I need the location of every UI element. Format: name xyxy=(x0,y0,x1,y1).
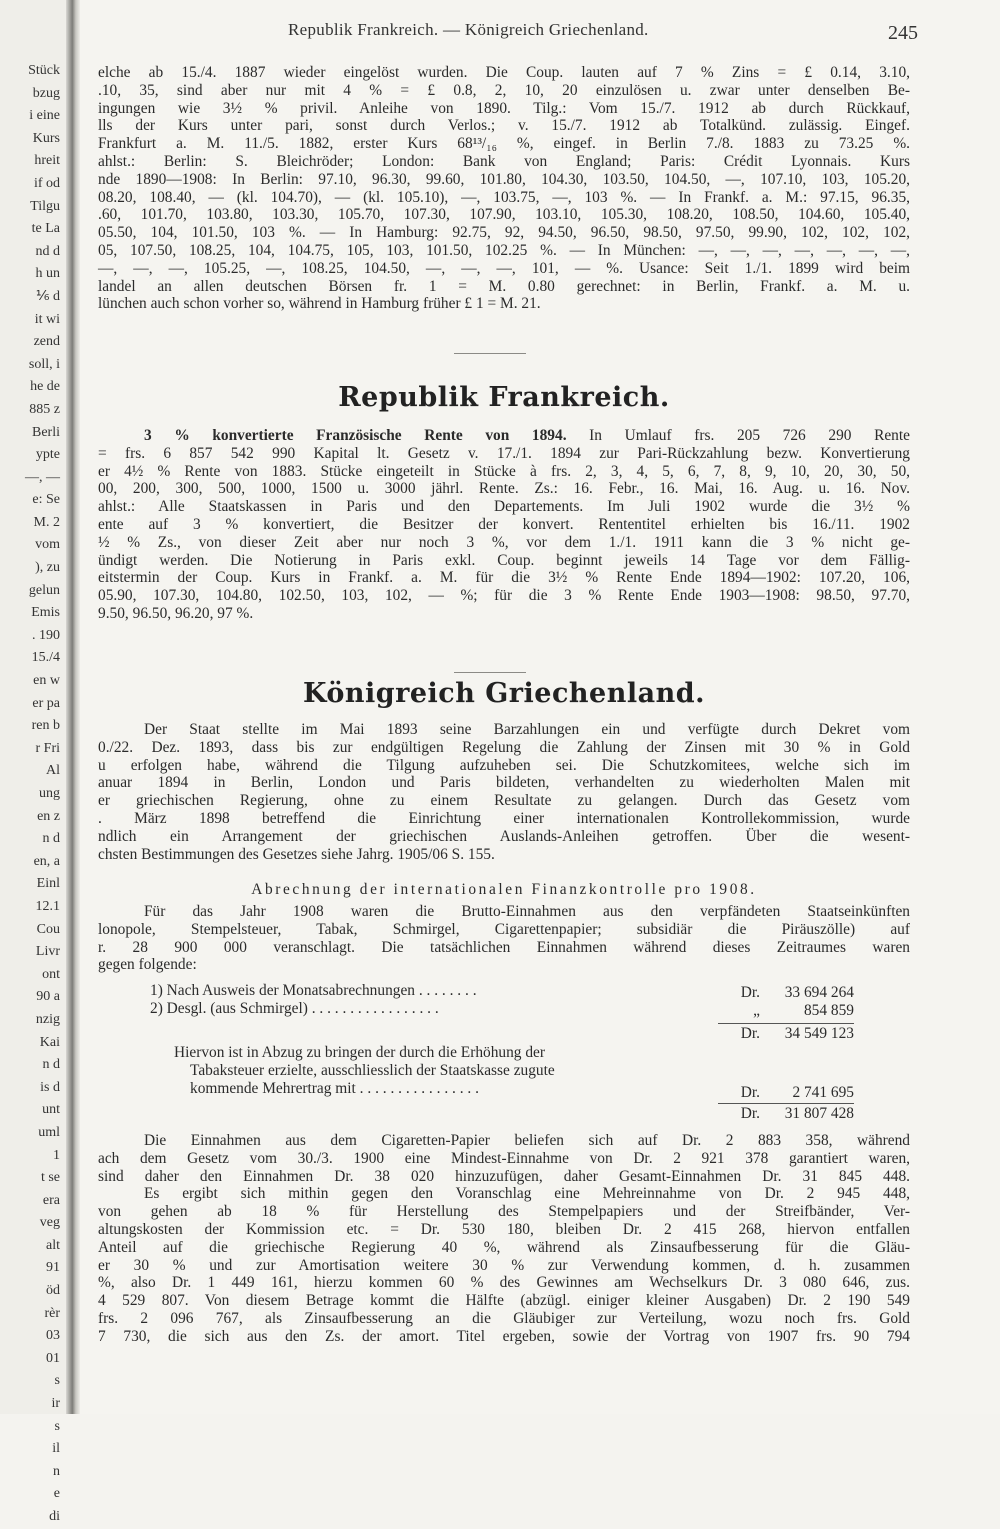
previous-page-fragment: en z xyxy=(37,808,60,824)
previous-page-edge xyxy=(0,0,66,1524)
paragraph-line: ingungen wie 3½ % privil. Anleihe von 1890. Tilg.: Vom 15./7. 1912 ab durch Rückkauf, xyxy=(98,99,910,117)
paragraph-line: altungskosten der Kommission etc. = Dr. 530 180, bleiben Dr. 2 415 268, hiervon entfallen xyxy=(98,1220,910,1238)
previous-page-fragment: it wi xyxy=(34,311,60,327)
paragraph-line: Der Staat stellte im Mai 1893 seine Barzahlungen ein und verfügte durch Dekret vom xyxy=(144,721,910,738)
paragraph-line: lls der Kurs unter pari, sonst durch Verlos.; v. 15./7. 1912 ab Totalkünd. zulässig. Eingef. xyxy=(98,117,910,135)
paragraph-line: 4 529 807. Von diesem Betrage kommt die Hälfte (abzügl. einiger kleiner Ausgaben) Dr. 2 190 549 xyxy=(98,1292,910,1310)
finance-control-subheading: Abrechnung der internationalen Finanzkontrolle pro 1908. xyxy=(251,881,757,898)
paragraph-line: elche ab 15./4. 1887 wieder eingelöst wurden. Die Coup. lauten auf 7 % Zins = £ 0.14, 3.10, xyxy=(98,64,910,81)
page-number: 245 xyxy=(888,22,918,44)
paragraph-line xyxy=(98,569,910,587)
previous-page-fragment: il xyxy=(52,1441,60,1457)
previous-page-fragment: di xyxy=(49,1509,60,1524)
previous-page-fragment: . 190 xyxy=(32,627,60,643)
previous-page-fragment: 03 xyxy=(46,1328,60,1344)
line-text: 00, 200, 300, 500, 1000, 1500 u. 3000 jährl. Rente. Zs.: 16. Febr., 16. Mai, 16. Aug. u. 16. Nov. xyxy=(98,480,910,498)
previous-page-fragment: en w xyxy=(33,673,60,689)
previous-page-fragment: ypte xyxy=(35,447,60,463)
paragraph-line xyxy=(98,480,910,498)
paragraph-line xyxy=(98,427,910,445)
previous-page-fragment: Livr xyxy=(35,944,60,960)
total-underline xyxy=(718,1103,854,1104)
previous-page-fragment: Stück xyxy=(28,63,60,78)
paragraph-line xyxy=(98,605,910,623)
revenue-item-1-amount: 33 694 264 xyxy=(784,984,854,1001)
paragraph-line: Es ergibt sich mithin gegen den Voranschlag eine Mehreinnahme von Dr. 2 945 448, xyxy=(144,1185,910,1203)
paragraph-line xyxy=(98,534,910,552)
previous-page-fragment: Al xyxy=(46,763,60,779)
previous-page-fragment: hreit xyxy=(34,153,60,169)
previous-page-fragment: rèr xyxy=(44,1305,60,1321)
previous-page-fragment: soll, i xyxy=(28,356,60,372)
bold-title: 3 % konvertierte Französische Rente von 1894. xyxy=(144,427,567,444)
paragraph-line: .60, 101.70, 103.80, 103.30, 105.70, 107.30, 107.90, 103.10, 105.30, 108.20, 108.50, 104.60, 105.40, xyxy=(98,206,910,224)
previous-page-fragment: 91 xyxy=(46,1260,60,1276)
previous-page-text xyxy=(0,60,66,1529)
previous-page-fragment: r Fri xyxy=(35,740,60,756)
closing-paragraph xyxy=(98,1132,910,1346)
previous-page-fragment: te La xyxy=(31,221,60,237)
previous-page-fragment: ont xyxy=(42,966,60,982)
deduction-line: Hiervon ist in Abzug zu bringen der durch die Erhöhung der xyxy=(174,1044,545,1061)
paragraph-line: anuar 1894 in Berlin, London und Paris bildeten, verhandelten zu wiederholten Malen mit xyxy=(98,774,910,792)
previous-page-fragment: en, a xyxy=(33,853,60,869)
line-text: ½ % Zs., von dieser Zeit aber nur noch 3 %, vor dem 1./1. 1911 kann die 3 % nicht ge- xyxy=(98,533,910,551)
previous-page-fragment: ), zu xyxy=(35,560,60,576)
budget-paragraph xyxy=(98,903,910,974)
line-text: ahlst.: Alle Staatskassen in Paris und den Departements. Im Juli 1902 wurde die 3½ % xyxy=(98,498,910,516)
paragraph-line: nde 1890—1908: In Berlin: 97.10, 96.30, 99.60, 101.80, 104.30, 103.50, 104.50, —, 107.10, 103, 105.20, xyxy=(98,170,910,188)
paragraph-line xyxy=(98,463,910,481)
line-text: ündigt werden. Die Notierung in Paris exkl. Coup. beginnt jeweils 14 Tage vor dem Fällig- xyxy=(98,551,910,569)
previous-page-fragment: s xyxy=(54,1373,60,1389)
section-heading-france: Republik Frankreich. xyxy=(338,382,670,413)
previous-page-fragment: 01 xyxy=(46,1350,60,1366)
paragraph-line: landel an allen deutschen Börsen fr. 1 = M. 0.80 gerechnet: in Berlin, Frankf. a. M. u. xyxy=(98,277,910,295)
previous-page-fragment: n d xyxy=(42,831,60,847)
line-text: eitstermin der Coup. Kurs in Frankf. a. M. für die 3½ % Rente Ende 1894—1902: 107.20, 106, xyxy=(98,569,910,587)
previous-page-fragment: Emis xyxy=(31,605,60,621)
previous-page-fragment: t se xyxy=(40,1170,60,1186)
previous-page-fragment: alt xyxy=(46,1237,60,1253)
paragraph-line: ndlich ein Arrangement der griechischen Auslands-Anleihen getroffen. Über die wesent- xyxy=(98,827,910,845)
previous-page-fragment: 15./4 xyxy=(31,650,60,666)
previous-page-fragment: Berli xyxy=(32,424,60,440)
previous-page-fragment: 885 z xyxy=(29,401,60,417)
previous-page-fragment: zend xyxy=(33,334,60,350)
previous-page-fragment: h un xyxy=(35,266,60,282)
section-heading-greece: Königreich Griechenland. xyxy=(302,678,706,709)
paragraph-line: ach dem Gesetz vom 30./3. 1900 eine Mindest-Einnahme von Dr. 2 921 378 garantiert waren, xyxy=(98,1149,910,1167)
previous-page-fragment: n d xyxy=(42,1057,60,1073)
paragraph-line: Anteil auf die griechische Regierung 40 %, während als Zinsaufbesserung für die Gläu- xyxy=(98,1238,910,1256)
paragraph-line: Frankfurt a. M. 11./5. 1882, erster Kurs 68¹³/₁₆ %, eingef. in Berlin 7./8. 1883 zu 73.25 %. xyxy=(98,135,910,153)
deduction-line: Tabaksteuer erzielte, ausschliesslich der Staatskasse zugute xyxy=(190,1061,555,1079)
previous-page-fragment: ren b xyxy=(31,718,60,734)
total-currency: Dr. xyxy=(740,1105,760,1122)
previous-page-fragment: e xyxy=(53,1486,60,1502)
revenue-item-2-currency: „ xyxy=(753,1002,760,1019)
subtotal-amount: 34 549 123 xyxy=(784,1025,854,1042)
line-text: In Umlauf frs. 205 726 290 Rente xyxy=(566,427,910,444)
previous-page-fragment: veg xyxy=(39,1215,60,1231)
paragraph-line: er griechischen Regierung, ohne zu einem Resultate zu gelangen. Durch das Gesetz vom xyxy=(98,792,910,810)
line-text: 9.50, 96.50, 96.20, 97 %. xyxy=(98,604,254,622)
previous-page-fragment: Kurs xyxy=(32,130,60,146)
paragraph-line: u erfolgen habe, während die Tilgung aufzuheben sei. Die Schutzkomitees, welche sich im xyxy=(98,756,910,774)
book-gutter xyxy=(66,0,80,1414)
france-rente-paragraph xyxy=(98,427,910,623)
paragraph-line: %, also Dr. 1 449 161, hierzu kommen 60 % des Gewinnes am Wechselkurs Dr. 3 080 646, zus. xyxy=(98,1274,910,1292)
previous-page-fragment: Kai xyxy=(39,1034,60,1050)
previous-page-fragment: 12.1 xyxy=(35,898,60,914)
previous-page-fragment: ir xyxy=(51,1396,60,1412)
previous-page-fragment: era xyxy=(42,1192,60,1208)
revenue-item-2-amount: 854 859 xyxy=(803,1002,854,1019)
paragraph-line: Für das Jahr 1908 waren die Brutto-Einnahmen aus den verpfändeten Staatseinkünften xyxy=(144,903,910,920)
previous-page-fragment: nzig xyxy=(35,1011,60,1027)
line-text: ente auf 3 % konvertiert, die Besitzer der konvert. Rententitel erhielten bis 16./11. 1902 xyxy=(98,515,910,533)
previous-page-fragment: e: Se xyxy=(32,492,60,508)
deduction-amount: 2 741 695 xyxy=(792,1084,854,1101)
paragraph-line xyxy=(98,445,910,463)
total-amount: 31 807 428 xyxy=(784,1105,854,1122)
previous-page-fragment: if od xyxy=(33,175,60,191)
paragraph-line: 7 730, die sich aus den Zs. der amort. Titel ergeben, sowie der Vortrag von 1907 frs. 90 794 xyxy=(98,1327,910,1345)
paragraph-line xyxy=(98,552,910,570)
previous-page-fragment: er pa xyxy=(32,695,60,711)
paragraph-line: lonopole, Stempelsteuer, Tabak, Schmirgel, Cigarettenpapier; subsidiär die Piräuszölle) auf xyxy=(98,920,910,938)
line-text: er 4½ % Rente von 1883. Stücke eingeteilt in Stücke à frs. 2, 3, 4, 5, 6, 7, 8, 9, 10, 20, 30, 50, xyxy=(98,462,910,480)
paragraph-line: ahlst.: Berlin: S. Bleichröder; London: Bank von England; Paris: Crédit Lyonnais. Kurs xyxy=(98,152,910,170)
paragraph-line: . März 1898 betreffend die Einrichtung einer internationalen Kontrollekommission, wurde xyxy=(98,809,910,827)
previous-page-fragment: s xyxy=(54,1418,60,1434)
previous-page-fragment: ung xyxy=(39,786,60,801)
paragraph-line: 05.50, 104, 101.50, 103 %. — In Hamburg: 92.75, 92, 94.50, 96.50, 98.50, 97.50, 99.90, 102, 102, 102, xyxy=(98,224,910,242)
deduction-paragraph xyxy=(174,1044,714,1097)
paragraph-line: chsten Bestimmungen des Gesetzes siehe Jahrg. 1905/06 S. 155. xyxy=(98,845,495,863)
line-text: 05.90, 107.30, 104.80, 102.50, 103, 102, — %; für die 3 % Rente Ende 1903—1908: 98.50, 97.70, xyxy=(98,587,910,605)
section-divider xyxy=(454,353,526,354)
revenue-item-1-label: 1) Nach Ausweis der Monatsabrechnungen . . . . . . . . xyxy=(150,982,477,999)
paragraph-line: lünchen auch schon vorher so, während in Hamburg früher £ 1 = M. 21. xyxy=(98,295,541,313)
previous-page-fragment: is d xyxy=(40,1079,60,1095)
paragraph-line: Die Einnahmen aus dem Cigaretten-Papier beliefen sich auf Dr. 2 883 358, während xyxy=(144,1132,910,1149)
previous-page-fragment: uml xyxy=(38,1124,60,1140)
section-divider xyxy=(454,672,526,673)
paragraph-line: 05, 107.50, 108.25, 104, 104.75, 105, 103, 101.50, 102.25 %. — In München: —, —, —, —, —, —, —, xyxy=(98,241,910,259)
previous-page-fragment: —, — xyxy=(25,469,60,485)
running-title: Republik Frankreich. — Königreich Griechenland. xyxy=(288,20,649,39)
deduction-currency: Dr. xyxy=(740,1084,760,1101)
paragraph-line: von gehen ab 18 % für Herstellung des Stempelpapiers und der Streifbänder, Ver- xyxy=(98,1203,910,1221)
sum-underline xyxy=(718,1023,854,1024)
paragraph-line: 0./22. Dez. 1893, dass bis zur endgültigen Regelung die Zahlung der Zinsen mit 30 % in Gold xyxy=(98,738,910,756)
previous-page-fragment: M. 2 xyxy=(33,514,60,530)
deduction-line: kommende Mehrertrag mit . . . . . . . . . . . . . . . . xyxy=(190,1079,479,1097)
previous-page-fragment: bzug xyxy=(32,85,60,101)
paragraph-line: frs. 2 096 767, als Zinsaufbesserung an die Gläubiger zur Verteilung, wozu noch frs. Gold xyxy=(98,1309,910,1327)
paragraph-line xyxy=(98,498,910,516)
previous-page-fragment: Tilgu xyxy=(30,198,60,214)
paragraph-line: —, —, —, 105.25, —, 108.25, 104.50, —, —, —, 101, — %. Usance: Seit 1./1. 1899 wird beim xyxy=(98,259,910,277)
paragraph-line xyxy=(98,587,910,605)
previous-page-fragment: n xyxy=(53,1463,60,1479)
previous-page-fragment: nd d xyxy=(35,243,60,259)
subtotal-currency: Dr. xyxy=(740,1025,760,1042)
top-section-paragraph xyxy=(98,64,910,313)
line-text: = frs. 6 857 542 990 Kapital lt. Gesetz v. 17./1. 1894 zur Pari-Rückzahlung bezw. Konvertierung xyxy=(98,444,910,462)
previous-page-fragment: gelun xyxy=(28,582,60,598)
greece-intro-paragraph xyxy=(98,721,910,863)
previous-page-fragment: vom xyxy=(35,537,60,553)
paragraph-line: gegen folgende: xyxy=(98,956,197,974)
paragraph-line: er 30 % und zur Amortisation weitere 30 % zur Verwendung kommen, d. h. zusammen xyxy=(98,1256,910,1274)
previous-page-fragment: 90 a xyxy=(36,989,60,1005)
paragraph-line: .10, 35, sind aber nur mit 4 % = £ 0.8, 2, 10, 20 einzulösen u. zwar unter denselben Be- xyxy=(98,81,910,99)
revenue-item-1-currency: Dr. xyxy=(740,984,760,1001)
previous-page-fragment: ⅙ d xyxy=(35,288,60,304)
paragraph-line xyxy=(98,516,910,534)
paragraph-line: r. 28 900 000 veranschlagt. Die tatsächlichen Einnahmen während dieses Zeitraumes waren xyxy=(98,938,910,956)
revenue-item-2-label: 2) Desgl. (aus Schmirgel) . . . . . . . . . . . . . . . . . xyxy=(150,1000,439,1017)
previous-page-fragment: he de xyxy=(30,379,60,395)
previous-page-fragment: i eine xyxy=(29,108,60,124)
previous-page-fragment: Einl xyxy=(36,876,60,892)
page xyxy=(98,0,918,1414)
previous-page-fragment: Cou xyxy=(36,921,60,937)
previous-page-fragment: unt xyxy=(42,1102,60,1118)
previous-page-fragment: öd xyxy=(46,1283,60,1299)
paragraph-line: sind daher den Einnahmen Dr. 38 020 hinzuzufügen, daher Gesamt-Einnahmen Dr. 31 845 448. xyxy=(98,1167,910,1185)
previous-page-fragment: 1 xyxy=(53,1147,60,1163)
paragraph-line: 08.20, 108.40, — (kl. 104.70), — (kl. 105.10), —, 103.75, —, 103 %. — In Frankf. a. M.: 97.15, 96.35, xyxy=(98,188,910,206)
